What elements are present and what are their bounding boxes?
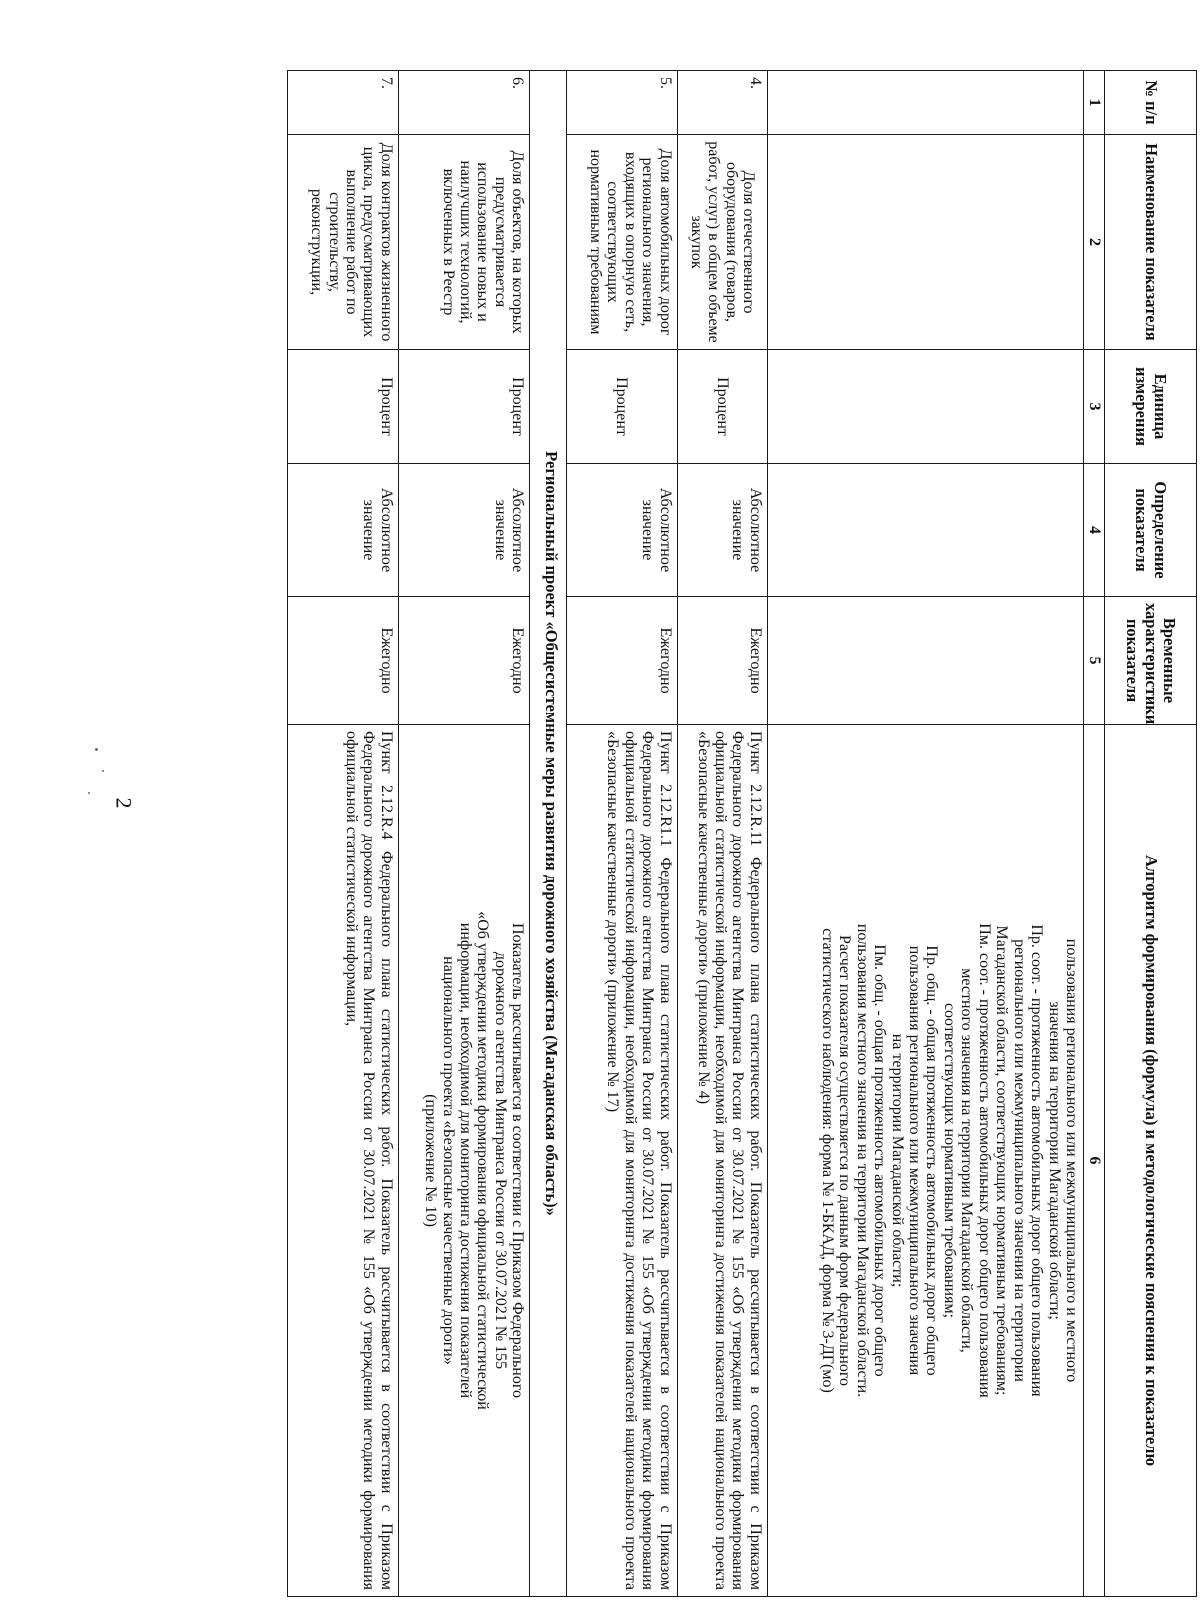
algorithm-line: Магаданской области, соответствующих нормативным требованиям; (993, 925, 1011, 1396)
row-number: 7. (288, 71, 399, 135)
algorithm-line: дорожного агентства Минтранса России от 30.07.2021 № 155 (491, 951, 509, 1370)
column-number: 4 (1084, 464, 1105, 597)
algorithm-line: информации, необходимой для мониторинга достижения показателей (456, 922, 474, 1399)
unit-cell: Процент (566, 350, 677, 464)
row-number: 5. (566, 71, 677, 135)
header-cell-algorithm: Алгоритм формирования (формула) и методологические пояснения к показателю (1105, 725, 1197, 1597)
algorithm-cell: Пункт 2.12.R.4 Федерального плана статистических работ. Показатель рассчитывается в соответствии с Приказом Федерального дорожного агентства Минтранса России от 30.07.2021 № 155 «Об утверждении методики формирования официальной статистической информации, (288, 725, 399, 1597)
period-cell: Ежегодно (677, 597, 767, 725)
table-row (288, 71, 399, 1597)
continuation-algorithm-cell (767, 725, 1083, 1597)
algorithm-line: «Об утверждении методики формирования официальной статистической (474, 911, 492, 1410)
algorithm-line: регионального или межмуниципального значения на территории (1010, 939, 1028, 1382)
algorithm-line: на территории Магаданской области; (888, 1033, 906, 1288)
column-number: 1 (1084, 71, 1105, 135)
unit-cell: Процент (677, 350, 767, 464)
definition-cell: Абсолютное значение (398, 464, 529, 597)
section-header-row (530, 71, 566, 1597)
table-row (398, 71, 529, 1597)
algorithm-line: соответствующих нормативным требованиям; (940, 1002, 958, 1319)
table-row (677, 71, 767, 1597)
algorithm-line: пользования местного значения на территории Магаданской области. (853, 923, 871, 1398)
algorithm-line: национального проекта «Безопасные качественные дороги» (439, 956, 457, 1365)
indicator-name: Доля объектов, на которых предусматривается использование новых и наилучших технологий, включенных в Реестр (398, 135, 529, 350)
unit-cell: Процент (398, 350, 529, 464)
indicator-name: Доля автомобильных дорог регионального значения, входящих в опорную сеть, соответствующих нормативным требованиям (566, 135, 677, 350)
table-header-row (1105, 71, 1197, 1597)
period-cell: Ежегодно (566, 597, 677, 725)
period-cell: Ежегодно (398, 597, 529, 725)
section-title: Региональный проект «Общесистемные меры развития дорожного хозяйства (Магаданская область)» (530, 71, 566, 1597)
column-number: 5 (1084, 597, 1105, 725)
scan-speck (88, 792, 90, 794)
algorithm-line: значения на территории Магаданской области; (1045, 1001, 1063, 1320)
algorithm-line: пользования регионального или межмуниципального и местного (1063, 938, 1080, 1383)
algorithm-line: Пр. соот. - протяженность автомобильных дорог общего пользования (1028, 924, 1046, 1397)
scan-speck (102, 770, 104, 772)
algorithm-line: Расчет показателя осуществляется по данным форм федерального (836, 934, 854, 1386)
algorithm-cell: Пункт 2.12.R.11 Федерального плана статистических работ. Показатель рассчитывается в соответствии с Приказом Федерального дорожного агентства Минтранса России от 30.07.2021 № 155 «Об утверждении методики формирования официальной статистической информации, необходимой для мониторинга достижения показателей национального проекта «Безопасные качественные дороги» (приложение № 4) (677, 725, 767, 1597)
algorithm-cell (398, 725, 529, 1597)
column-number: 6 (1084, 725, 1105, 1597)
indicator-name: Доля отечественного оборудования (товаров, работ, услуг) в общем объеме закупок (677, 135, 767, 350)
table-row-continuation (767, 71, 1083, 1597)
header-cell-period: Временные характеристики показателя (1105, 597, 1197, 725)
column-number-row (1084, 71, 1105, 1597)
rotated-document-sheet (207, 70, 1197, 1610)
table-row (566, 71, 677, 1597)
header-cell-name: Наименование показателя (1105, 135, 1197, 350)
column-number: 3 (1084, 350, 1105, 464)
algorithm-line: (приложение № 10) (422, 1094, 440, 1227)
algorithm-line: местного значения на территории Магаданской области, (958, 968, 976, 1353)
definition-cell: Абсолютное значение (288, 464, 399, 597)
algorithm-line: Пм. общ. - общая протяженность автомобильных дорог общего (871, 944, 889, 1377)
algorithm-line: пользования регионального или межмуниципального значения (906, 945, 924, 1376)
algorithm-cell: Пункт 2.12.R1.1 Федерального плана статистических работ. Показатель рассчитывается в соответствии с Приказом Федерального дорожного агентства Минтранса России от 30.07.2021 № 155 «Об утверждении методики формирования официальной статистической информации, необходимой для мониторинга достижения показателей национального проекта «Безопасные качественные дороги» (приложение № 17) (566, 725, 677, 1597)
algorithm-line: Показатель рассчитывается в соответствии с Приказом Федерального (509, 923, 527, 1398)
indicator-table (287, 70, 1197, 1597)
algorithm-line: Пр. общ. - общая протяженность автомобильных дорог общего (923, 945, 941, 1376)
header-cell-definition: Определение показателя (1105, 464, 1197, 597)
algorithm-line: статистического наблюдения: форма № 1-БКАД, форма № 3-ДГ(мо) (818, 928, 836, 1393)
row-number: 6. (398, 71, 529, 135)
definition-cell: Абсолютное значение (566, 464, 677, 597)
scan-speck (95, 748, 98, 751)
definition-cell: Абсолютное значение (677, 464, 767, 597)
indicator-name: Доля контрактов жизненного цикла, предусматривающих выполнение работ по строительству, реконструкции, (288, 135, 399, 350)
header-cell-unit: Единица измерения (1105, 350, 1197, 464)
page-number: 2 (111, 797, 137, 809)
column-number: 2 (1084, 135, 1105, 350)
header-cell-number: № п/п (1105, 71, 1197, 135)
period-cell: Ежегодно (288, 597, 399, 725)
row-number: 4. (677, 71, 767, 135)
unit-cell: Процент (288, 350, 399, 464)
algorithm-line: Пм. соот. - протяженность автомобильных дорог общего пользования (975, 923, 993, 1398)
